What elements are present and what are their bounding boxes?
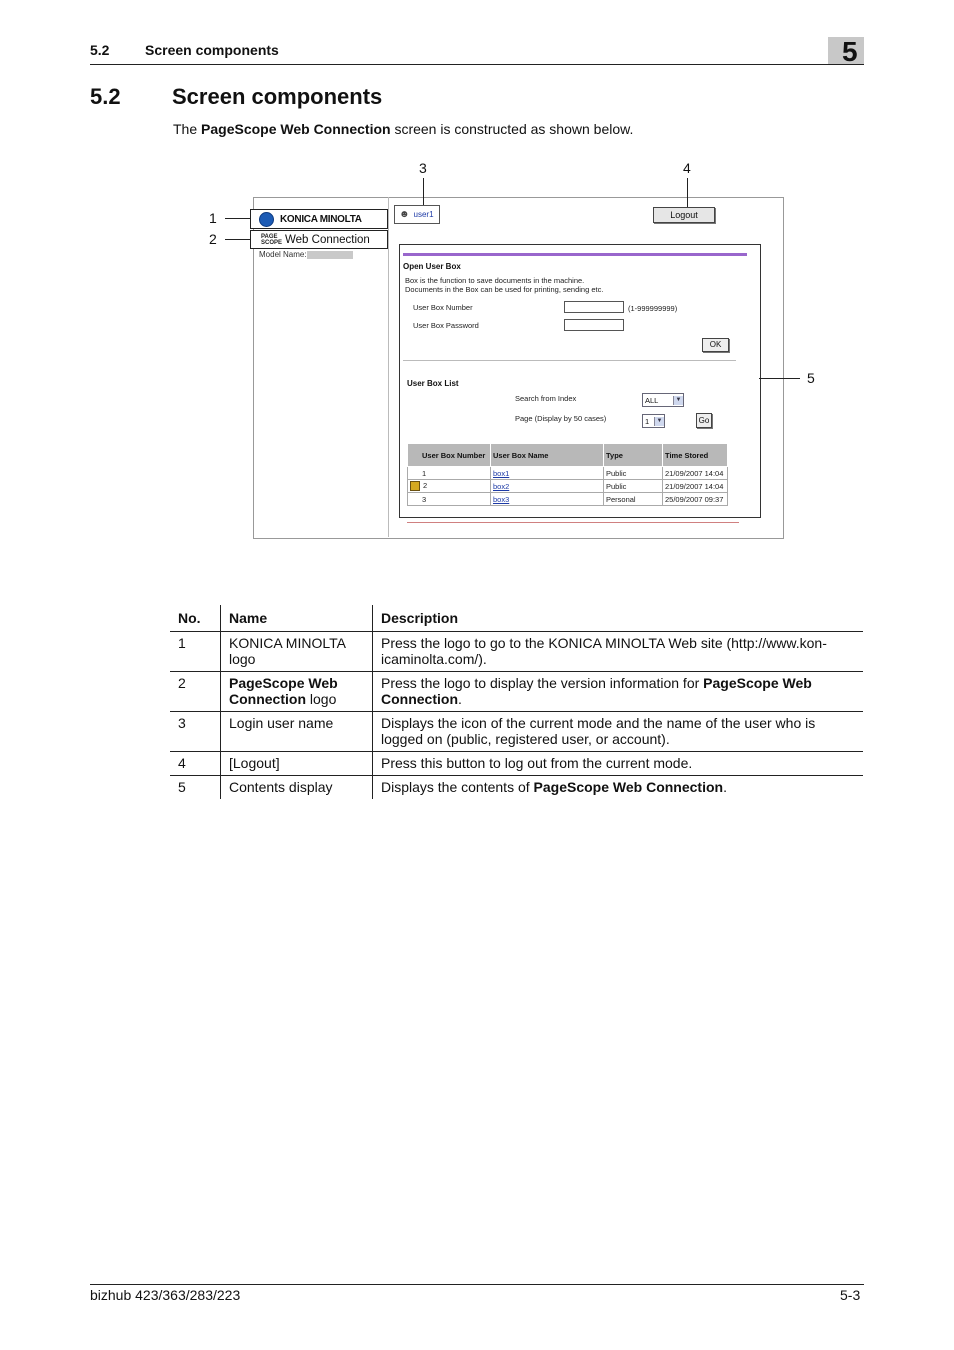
header-section-title: Screen components	[145, 42, 279, 58]
pagescope-mark-icon: PAGE SCOPE	[261, 233, 283, 246]
search-index-select[interactable]: ALL ▼	[642, 393, 684, 407]
list-header-name: User Box Name	[491, 444, 604, 467]
user-box-list-title: User Box List	[407, 379, 459, 388]
list-header-time: Time Stored	[663, 444, 728, 467]
callout-4: 4	[683, 160, 691, 176]
table-row: 2 box2 Public 21/09/2007 14:04	[408, 480, 728, 493]
pagescope-logo[interactable]: PAGE SCOPE Web Connection	[250, 230, 388, 249]
login-user-name: ☻ user1	[394, 205, 440, 224]
callout-2-line	[225, 239, 250, 240]
user-box-list-table	[407, 443, 728, 506]
callout-5-line	[759, 378, 800, 379]
box-link[interactable]: box2	[493, 481, 510, 491]
user-icon: ☻	[399, 209, 410, 220]
footer-red-line	[407, 522, 739, 523]
table-row: 4 [Logout] Press this button to log out from the current mode.	[170, 752, 863, 776]
user-box-password-label: User Box Password	[413, 321, 479, 330]
header-section-number: 5.2	[90, 42, 110, 58]
footer-rule	[90, 1284, 864, 1285]
logout-button[interactable]: Logout	[653, 207, 715, 223]
search-index-label: Search from Index	[515, 394, 577, 403]
callout-3: 3	[419, 160, 427, 176]
footer-model: bizhub 423/363/283/223	[90, 1287, 241, 1303]
list-header-type: Type	[604, 444, 663, 467]
open-user-box-title: Open User Box	[403, 262, 461, 271]
table-row: 5 Contents display Displays the contents of PageScope Web Connection.	[170, 776, 863, 800]
intro-text: The PageScope Web Connection screen is constructed as shown below.	[173, 121, 634, 137]
open-user-box-desc-2: Documents in the Box can be used for printing, sending etc.	[405, 285, 604, 294]
callout-5: 5	[807, 370, 815, 386]
table-row: 2 PageScope Web Connection logo Press the logo to display the version information for PageScope Web Connection.	[170, 672, 863, 712]
content-divider	[403, 360, 736, 361]
box-link[interactable]: box1	[493, 468, 510, 478]
intro-product-name: PageScope Web Connection	[201, 121, 391, 137]
callout-4-line	[687, 178, 688, 207]
go-button[interactable]: Go	[696, 413, 712, 428]
user-box-password-input[interactable]	[564, 319, 624, 331]
ok-button[interactable]: OK	[702, 338, 729, 352]
konica-minolta-logo[interactable]: KONICA MINOLTA	[250, 209, 388, 229]
user-box-number-input[interactable]	[564, 301, 624, 313]
chapter-number: 5	[842, 36, 858, 67]
list-header-number: User Box Number	[408, 444, 491, 467]
user-box-number-hint: (1-999999999)	[628, 304, 678, 313]
header-rule	[90, 64, 864, 65]
table-row: 3 Login user name Displays the icon of the current mode and the name of the user who is logged on (public, registered user, or account).	[170, 712, 863, 752]
page-label: Page (Display by 50 cases)	[515, 414, 607, 423]
page-select[interactable]: 1 ▼	[642, 414, 665, 428]
section-number: 5.2	[90, 84, 121, 109]
callout-3-line	[423, 178, 424, 205]
lock-icon	[410, 481, 420, 491]
page-title: Screen components	[172, 84, 383, 109]
user-box-number-label: User Box Number	[413, 303, 473, 312]
model-name: Model Name:	[259, 250, 353, 259]
col-header-no: No.	[170, 605, 221, 632]
open-user-box-desc-1: Box is the function to save documents in the machine.	[405, 276, 585, 285]
model-name-blurred	[307, 251, 353, 259]
callout-2: 2	[209, 231, 217, 247]
purple-title-bar	[403, 253, 747, 256]
callout-1: 1	[209, 210, 217, 226]
chevron-down-icon: ▼	[654, 417, 664, 426]
footer-page-number: 5-3	[840, 1287, 861, 1303]
table-row: 1 box1 Public 21/09/2007 14:04	[408, 467, 728, 480]
chevron-down-icon: ▼	[673, 396, 683, 405]
components-table	[170, 605, 863, 799]
col-header-name: Name	[221, 605, 373, 632]
callout-1-line	[225, 218, 250, 219]
konica-globe-icon	[259, 212, 274, 227]
table-row: 3 box3 Personal 25/09/2007 09:37	[408, 493, 728, 506]
table-row: 1 KONICA MINOLTA logo Press the logo to go to the KONICA MINOLTA Web site (http://www.kon-icaminolta.com/).	[170, 632, 863, 672]
box-link[interactable]: box3	[493, 494, 510, 504]
col-header-description: Description	[373, 605, 864, 632]
